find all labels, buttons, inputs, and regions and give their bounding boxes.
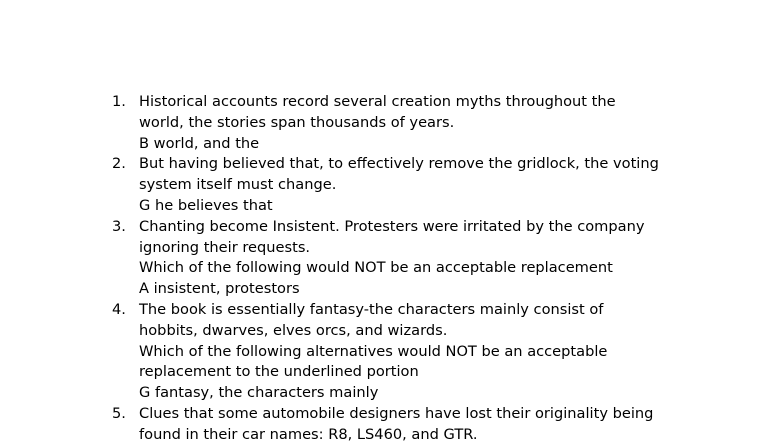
item-answer-line: B world, and the bbox=[139, 134, 260, 152]
item-answer-line: G he believes that bbox=[139, 196, 273, 214]
list-item bbox=[112, 154, 712, 216]
item-number: 3. bbox=[112, 217, 126, 235]
item-text-line: hobbits, dwarves, elves orcs, and wizards. bbox=[139, 321, 448, 339]
item-text-line: Historical accounts record several creation myths throughout the bbox=[139, 93, 616, 110]
item-number: 5. bbox=[112, 404, 126, 422]
item-text-line: The book is essentially fantasy-the characters mainly consist of bbox=[139, 300, 604, 318]
item-text-line: But having believed that, to effectively remove the gridlock, the voting bbox=[139, 155, 659, 173]
item-question-line: Which of the following alternatives would NOT be an acceptable bbox=[139, 342, 608, 360]
item-text-line: Clues that some automobile designers have lost their originality being bbox=[139, 404, 654, 422]
list-item bbox=[112, 92, 712, 154]
item-number: 4. bbox=[112, 300, 126, 318]
item-answer-line: A insistent, protestors bbox=[139, 280, 300, 298]
question-list bbox=[112, 92, 712, 446]
item-question-line: replacement to the underlined portion bbox=[139, 363, 419, 381]
list-item bbox=[112, 217, 712, 300]
item-text-line: found in their car names: R8, LS460, and GTR. bbox=[139, 425, 478, 443]
item-text-line: Chanting become Insistent. Protesters were irritated by the company bbox=[139, 217, 645, 235]
item-number: 1. bbox=[112, 93, 126, 110]
item-answer-line: G fantasy, the characters mainly bbox=[139, 384, 379, 402]
list-item bbox=[112, 300, 712, 404]
item-text-line: world, the stories span thousands of years. bbox=[139, 113, 455, 131]
item-number: 2. bbox=[112, 155, 126, 173]
item-text-line: ignoring their requests. bbox=[139, 238, 311, 256]
list-item bbox=[112, 404, 712, 446]
item-text-line: system itself must change. bbox=[139, 176, 337, 194]
item-question-line: Which of the following would NOT be an acceptable replacement bbox=[139, 259, 613, 277]
